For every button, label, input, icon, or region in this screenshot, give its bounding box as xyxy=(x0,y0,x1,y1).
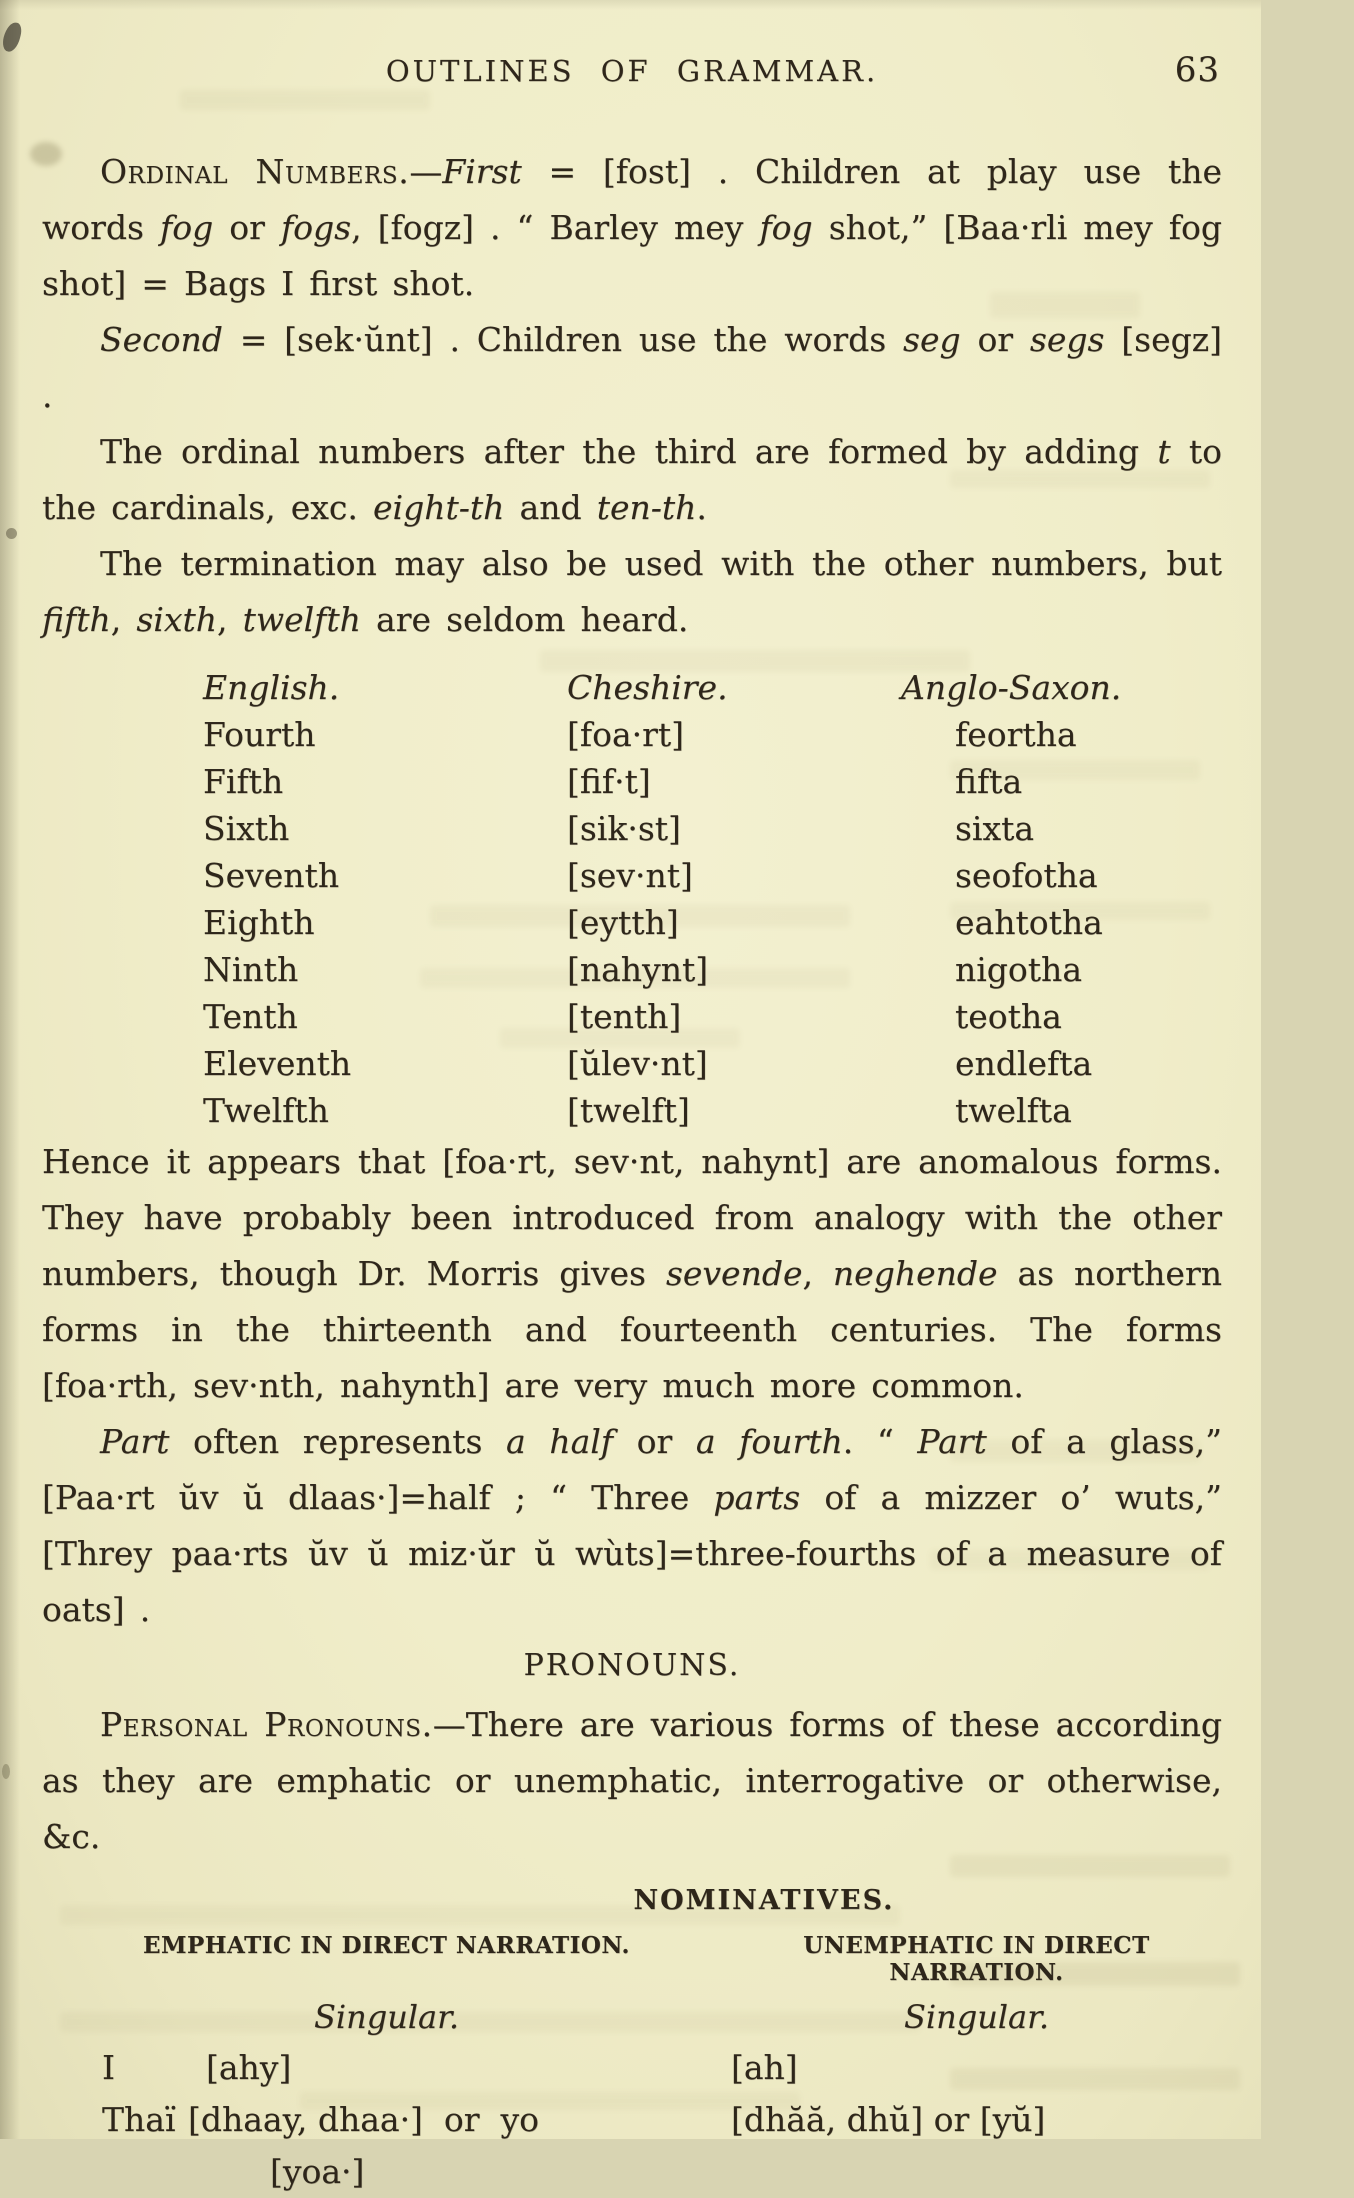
table-cell: Eleventh xyxy=(203,1044,352,1083)
text-segment: — xyxy=(409,152,443,191)
text-segment: [segz] . xyxy=(42,320,1222,415)
text-segment: and xyxy=(504,488,597,527)
text-segment: The ordinal numbers after the third are formed by adding xyxy=(100,432,1158,471)
text-segment: to the cardinals, exc. xyxy=(42,432,1222,527)
table-cell: endlefta xyxy=(955,1044,1093,1083)
table-cell: sixta xyxy=(955,809,1035,848)
text-segment: . “ xyxy=(842,1422,918,1461)
paragraph-ordinal-numbers xyxy=(42,144,1222,312)
text-segment: , xyxy=(110,600,137,639)
column-header-cheshire: Cheshire. xyxy=(567,668,728,707)
text-segment: of a glass,” [Paa·rt ŭv ŭ dlaas·]=half ; “ Three xyxy=(42,1422,1222,1517)
text-segment: fifth xyxy=(42,600,111,639)
pronoun-cell-unemphatic: [ah] xyxy=(731,2048,798,2087)
text-segment: sevende xyxy=(665,1254,803,1293)
paragraph-termination xyxy=(42,536,1222,648)
scan-speck xyxy=(30,142,62,166)
table-cell: eahtotha xyxy=(955,903,1103,942)
table-cell: Sixth xyxy=(203,809,290,848)
text-segment: = [fost] . Children at play use the words xyxy=(42,152,1222,247)
table-cell: teotha xyxy=(955,997,1062,1036)
text-segment: parts xyxy=(713,1478,801,1517)
text-segment: , [fogz] . “ Barley mey xyxy=(351,208,760,247)
pronoun-word: I xyxy=(102,2048,116,2087)
text-segment: Hence it appears that [foa·rt, sev·nt, nahynt] are anomalous forms. They have probably been introduced from analogy with the other numbers, though Dr. Morris gives xyxy=(42,1142,1222,1293)
pronoun-row xyxy=(42,2094,1222,2146)
scan-speck xyxy=(2,1764,10,1779)
pronoun-forms: [ahy] xyxy=(206,2048,292,2087)
table-cell: [foa·rt] xyxy=(567,715,685,754)
text-segment: Second xyxy=(100,320,223,359)
table-row xyxy=(203,993,1222,1040)
table-cell: Fourth xyxy=(203,715,316,754)
pronoun-row xyxy=(42,2146,1222,2198)
text-segment: Ordinal Numbers. xyxy=(100,152,410,191)
pronoun-cell-unemphatic xyxy=(731,2146,1222,2198)
text-segment: a half xyxy=(506,1422,614,1461)
heading-pronouns: PRONOUNS. xyxy=(523,1648,741,1683)
text-segment: = [sek·ŭnt] . Children use the words xyxy=(222,320,904,359)
text-segment: ten-th xyxy=(596,488,697,527)
table-cell: fifta xyxy=(955,762,1023,801)
subhead-singular-right: Singular. xyxy=(903,1998,1050,2036)
heading-nominatives: NOMINATIVES. xyxy=(633,1885,895,1916)
table-cell: twelfta xyxy=(955,1091,1072,1130)
table-cell: [sev·nt] xyxy=(567,856,693,895)
text-segment: fog xyxy=(160,208,214,247)
text-segment: are seldom heard. xyxy=(360,600,689,639)
table-cell: seofotha xyxy=(955,856,1098,895)
table-cell: [fif·t] xyxy=(567,762,651,801)
singular-subheads xyxy=(42,1998,1222,2036)
text-segment: fogs xyxy=(280,208,352,247)
table-cell: [ŭlev·nt] xyxy=(567,1044,708,1083)
text-segment: segs xyxy=(1029,320,1105,359)
subhead-singular-left: Singular. xyxy=(313,1998,460,2036)
text-segment: or xyxy=(960,320,1030,359)
table-cell: Ninth xyxy=(203,950,299,989)
table-cell: Eighth xyxy=(203,903,315,942)
text-segment: sixth xyxy=(136,600,217,639)
pronoun-word: Thaï xyxy=(102,2100,176,2139)
table-row xyxy=(203,899,1222,946)
pronoun-cell-emphatic xyxy=(42,2094,731,2146)
table-row xyxy=(203,711,1222,758)
text-segment: Part xyxy=(917,1422,987,1461)
paragraph-personal-pronouns xyxy=(42,1697,1222,1865)
paragraph-third-rule xyxy=(42,424,1222,536)
table-row xyxy=(203,805,1222,852)
text-segment: Personal Pronouns. xyxy=(100,1705,433,1744)
text-segment: , xyxy=(216,600,243,639)
text-segment: or xyxy=(213,208,281,247)
text-segment: eight-th xyxy=(373,488,505,527)
caption-unemphatic: UNEMPHATIC IN DIRECT NARRATION. xyxy=(803,1932,1150,1986)
scan-speck xyxy=(6,528,17,539)
narration-captions xyxy=(42,1932,1222,1986)
pronoun-cell-unemphatic: [dhăă, dhŭ] or [yŭ] xyxy=(731,2100,1046,2139)
text-segment: Part xyxy=(100,1422,170,1461)
column-header-anglo-saxon: Anglo-Saxon. xyxy=(901,668,1122,707)
text-segment: of a mizzer o’ wuts,” [Threy paa·rts ŭv ŭ miz·ŭr ŭ wùts]=three-fourths of a measure of oats] . xyxy=(42,1478,1222,1629)
page-title: OUTLINES OF GRAMMAR. xyxy=(385,54,879,88)
pronoun-forms: [dhaay, dhaa·] or yo xyxy=(188,2100,540,2139)
text-segment: fog xyxy=(759,208,813,247)
table-row xyxy=(203,1087,1222,1134)
table-cell: [eytth] xyxy=(567,903,679,942)
pronoun-row xyxy=(42,2042,1222,2094)
table-cell: Fifth xyxy=(203,762,284,801)
text-segment: The termination may also be used with the other numbers, but xyxy=(100,544,1222,583)
pronoun-forms-continuation: [yoa·] xyxy=(270,2152,365,2191)
text-segment: seg xyxy=(903,320,961,359)
table-cell: feortha xyxy=(955,715,1077,754)
table-cell: nigotha xyxy=(955,950,1082,989)
table-cell: Seventh xyxy=(203,856,340,895)
table-cell: [twelft] xyxy=(567,1091,690,1130)
table-cell: Tenth xyxy=(203,997,298,1036)
text-segment: or xyxy=(613,1422,696,1461)
column-header-english: English. xyxy=(203,668,340,707)
text-segment: a fourth xyxy=(695,1422,843,1461)
table-row xyxy=(203,946,1222,993)
paragraph-hence xyxy=(42,1134,1222,1414)
page-number: 63 xyxy=(1174,50,1220,90)
text-segment: often represents xyxy=(169,1422,507,1461)
text-segment: as northern forms in the thirteenth and fourteenth centuries. The forms [foa·rth, sev·nth, nahynth] are very much more common. xyxy=(42,1254,1222,1405)
text-segment: . xyxy=(696,488,707,527)
table-cell: [sik·st] xyxy=(567,809,681,848)
text-segment: First xyxy=(442,152,522,191)
text-segment: neghende xyxy=(832,1254,998,1293)
text-segment: t xyxy=(1157,432,1171,471)
paragraph-second xyxy=(42,312,1222,424)
text-segment: shot,” [Baa·rli mey fog shot] = Bags I first shot. xyxy=(42,208,1223,303)
table-row xyxy=(203,852,1222,899)
text-segment: twelfth xyxy=(242,600,361,639)
table-cell: [nahynt] xyxy=(567,950,709,989)
table-row xyxy=(203,1040,1222,1087)
pronoun-cell-emphatic xyxy=(42,2146,731,2198)
table-header-row xyxy=(203,664,1222,711)
table-body xyxy=(203,711,1222,1134)
table-row xyxy=(203,758,1222,805)
paragraph-part xyxy=(42,1414,1222,1638)
caption-emphatic: EMPHATIC IN DIRECT NARRATION. xyxy=(142,1932,630,1959)
running-header xyxy=(42,50,1222,98)
ordinal-table xyxy=(203,664,1222,1134)
text-segment: —There are various forms of these according as they are emphatic or unemphatic, interrogative or otherwise, &c. xyxy=(42,1705,1222,1856)
text-segment: , xyxy=(802,1254,833,1293)
table-cell: [tenth] xyxy=(567,997,682,1036)
pronoun-rows xyxy=(42,2042,1222,2198)
pronoun-cell-emphatic xyxy=(42,2042,731,2094)
table-cell: Twelfth xyxy=(203,1091,329,1130)
